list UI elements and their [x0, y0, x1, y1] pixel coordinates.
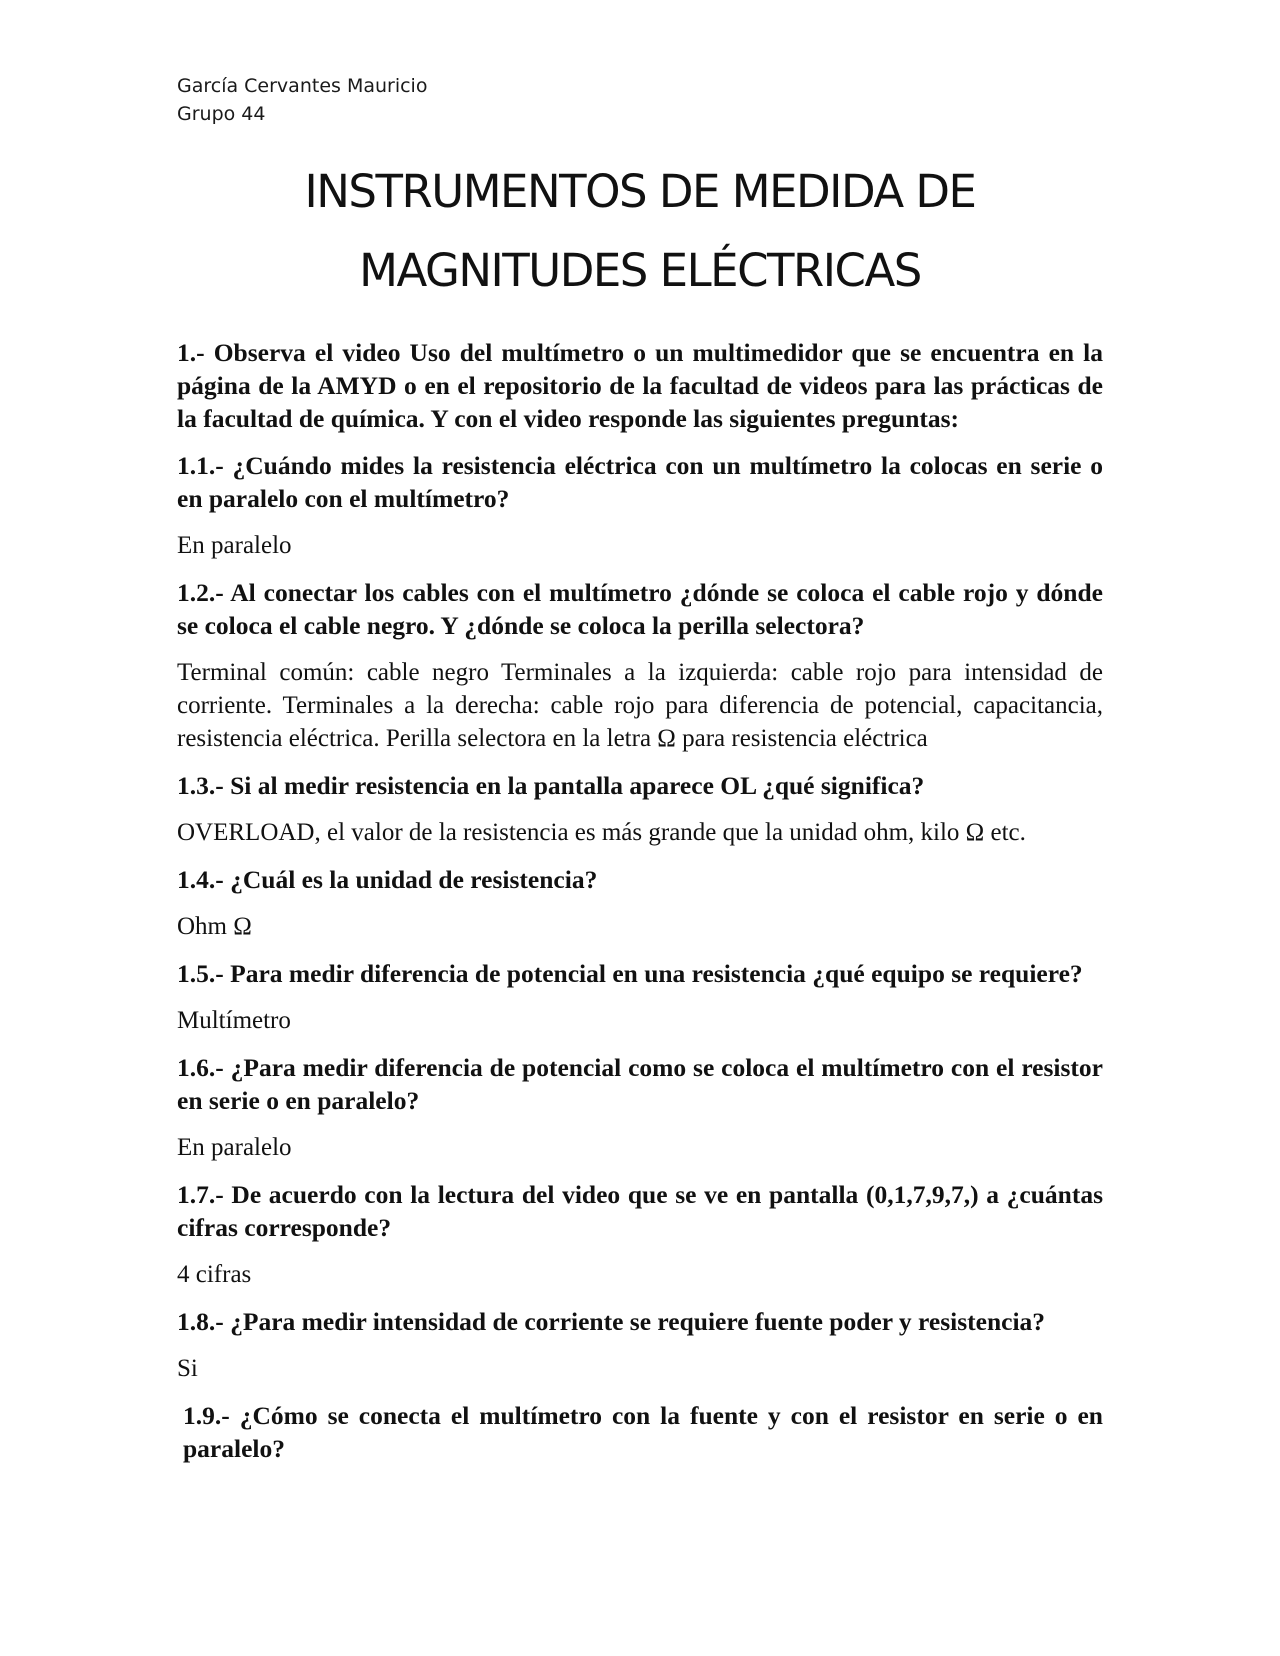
question-1-1: 1.1.- ¿Cuándo mides la resistencia eléctrica con un multímetro la colocas en serie o en paralelo con el multímetro? [177, 451, 1103, 513]
question-1-9: 1.9.- ¿Cómo se conecta el multímetro con la fuente y con el resistor en serie o en paralelo? [183, 1401, 1103, 1463]
answer-1-7: 4 cifras [177, 1261, 252, 1288]
answer-1-1: En paralelo [177, 532, 292, 559]
question-1-3: 1.3.- Si al medir resistencia en la pantalla aparece OL ¿qué significa? [177, 771, 925, 800]
title-line-2: MAGNITUDES ELÉCTRICAS [359, 244, 921, 297]
question-1-4: 1.4.- ¿Cuál es la unidad de resistencia? [177, 865, 598, 894]
document-body [177, 336, 1103, 1479]
question-1-8: 1.8.- ¿Para medir intensidad de corriente se requiere fuente poder y resistencia? [177, 1307, 1046, 1336]
question-1-6: 1.6.- ¿Para medir diferencia de potencial como se coloca el multímetro con el resistor en serie o en paralelo? [177, 1053, 1103, 1115]
answer-1-3: OVERLOAD, el valor de la resistencia es más grande que la unidad ohm, kilo Ω etc. [177, 819, 1026, 846]
answer-1-6: En paralelo [177, 1134, 292, 1161]
title-line-1: INSTRUMENTOS DE MEDIDA DE [304, 165, 976, 218]
document-title [177, 152, 1103, 310]
intro-question: 1.- Observa el video Uso del multímetro o un multimedidor que se encuentra en la página de la AMYD o en el repositorio de la facultad de videos para las prácticas de la facultad de química. Y con el video responde las siguientes preguntas: [177, 338, 1103, 433]
answer-1-4: Ohm Ω [177, 913, 252, 940]
author-name: García Cervantes Mauricio [177, 75, 428, 97]
question-1-5: 1.5.- Para medir diferencia de potencial en una resistencia ¿qué equipo se requiere? [177, 959, 1083, 988]
author-block [177, 72, 427, 128]
group-label: Grupo 44 [177, 103, 266, 125]
answer-1-5: Multímetro [177, 1007, 291, 1034]
answer-1-2: Terminal común: cable negro Terminales a la izquierda: cable rojo para intensidad de corriente. Terminales a la derecha: cable rojo para diferencia de potencial, capacitancia, resistencia eléctrica. Perilla selectora en la letra Ω para resistencia eléctrica [177, 659, 1103, 752]
answer-1-8: Si [177, 1355, 198, 1382]
question-1-7: 1.7.- De acuerdo con la lectura del video que se ve en pantalla (0,1,7,9,7,) a ¿cuántas cifras corresponde? [177, 1180, 1103, 1242]
question-1-2: 1.2.- Al conectar los cables con el multímetro ¿dónde se coloca el cable rojo y dónde se coloca el cable negro. Y ¿dónde se coloca la perilla selectora? [177, 578, 1103, 640]
